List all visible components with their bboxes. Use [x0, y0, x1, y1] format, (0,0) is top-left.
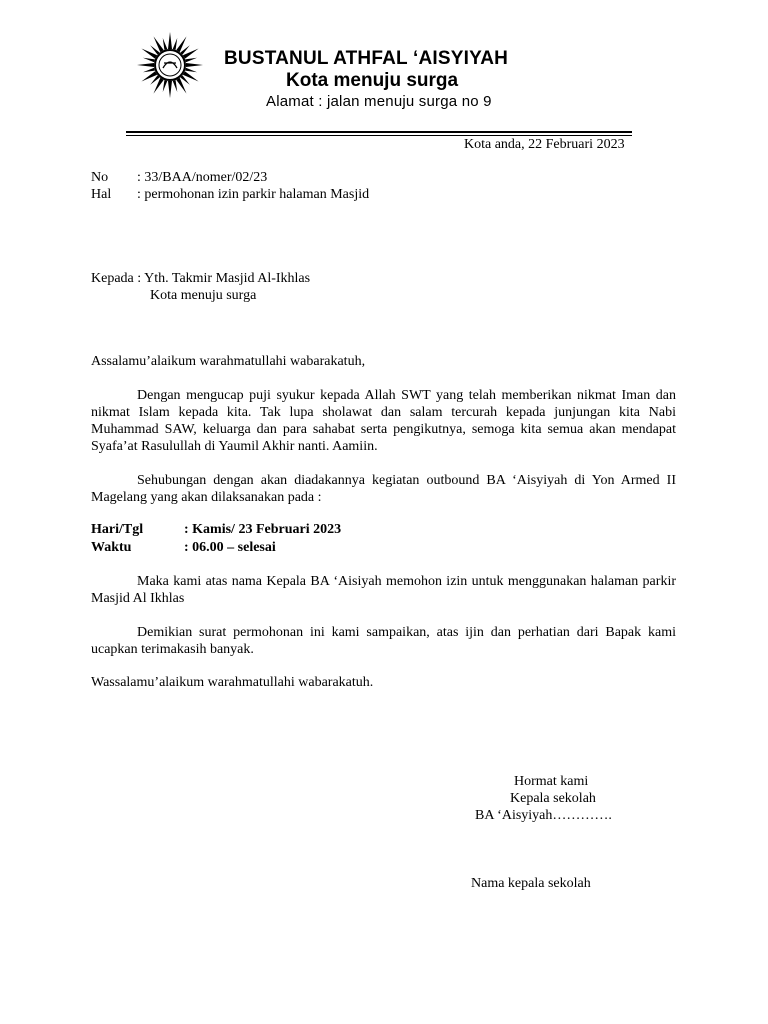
recipient-city: Kota menuju surga: [150, 288, 257, 303]
signature-name: Nama kepala sekolah: [471, 876, 591, 891]
letter-subject-label: Hal: [91, 187, 112, 202]
letter-subject-value: : permohonan izin parkir halaman Masjid: [137, 187, 370, 202]
letterhead-divider-thick: [126, 131, 632, 133]
greeting: Assalamu’alaikum warahmatullahi wabarakatuh,: [91, 354, 366, 369]
body-paragraph-3: Maka kami atas nama Kepala BA ‘Aisiyah memohon izin untuk menggunakan halaman parkir Masjid Al Ikhlas: [91, 574, 676, 606]
signature-institution: BA ‘Aisyiyah………….: [475, 808, 612, 823]
schedule-time-label: Waktu: [91, 540, 132, 555]
organization-address: Alamat : jalan menuju surga no 9: [266, 93, 492, 110]
signature-regards: Hormat kami: [514, 774, 589, 789]
body-paragraph-2: Sehubungan dengan akan diadakannya kegiatan outbound BA ‘Aisyiyah di Yon Armed II Magelang yang akan dilaksanakan pada :: [91, 473, 676, 505]
recipient-line: Kepada : Yth. Takmir Masjid Al-Ikhlas: [91, 271, 311, 286]
body-paragraph-4: Demikian surat permohonan ini kami sampaikan, atas ijin dan perhatian dari Bapak kami ucapkan terimakasih banyak.: [91, 625, 676, 657]
letterhead-divider-thin: [126, 135, 632, 136]
letter-number-label: No: [91, 170, 109, 185]
organization-city: Kota menuju surga: [286, 70, 459, 91]
letter-number-value: : 33/BAA/nomer/02/23: [137, 170, 268, 185]
organization-name: BUSTANUL ATHFAL ‘AISYIYAH: [224, 48, 509, 69]
schedule-day-value: : Kamis/ 23 Februari 2023: [184, 522, 342, 537]
schedule-day-label: Hari/Tgl: [91, 522, 144, 537]
letter-date: Kota anda, 22 Februari 2023: [464, 137, 625, 152]
schedule-time-value: : 06.00 – selesai: [184, 540, 276, 555]
sun-rays-emblem-icon: [130, 30, 210, 100]
closing-salutation: Wassalamu’alaikum warahmatullahi wabarakatuh.: [91, 675, 374, 690]
body-paragraph-1: Dengan mengucap puji syukur kepada Allah SWT yang telah memberikan nikmat Iman dan nikmat Islam kepada kita. Tak lupa sholawat dan salam tercurah kepada junjungan kita Nabi Muhammad SAW, keluarga dan para sahabat serta pengikutnya, semoga kita semua akan mendapat Syafa’at Rasulullah di Yaumil Akhir nanti. Aamiin.: [91, 388, 676, 454]
signature-title: Kepala sekolah: [510, 791, 596, 806]
